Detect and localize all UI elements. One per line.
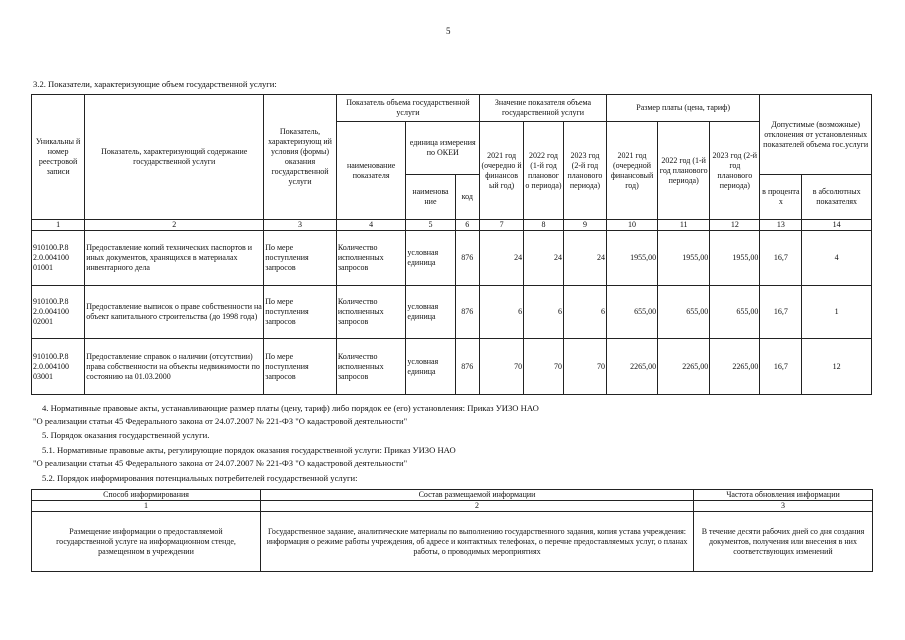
col-number: 2 bbox=[261, 501, 694, 512]
row-condition: По мере поступления запросов bbox=[264, 286, 337, 339]
header-absolute: в абсолютных показателях bbox=[802, 175, 872, 220]
row-unit: условная единица bbox=[406, 231, 455, 286]
table-row bbox=[32, 231, 872, 286]
row-absolute: 12 bbox=[802, 339, 872, 395]
row-absolute: 4 bbox=[802, 231, 872, 286]
row-percent: 16,7 bbox=[760, 339, 802, 395]
header-indicator-name: наименование показателя bbox=[336, 122, 406, 220]
col-number: 11 bbox=[658, 220, 710, 231]
col-number: 12 bbox=[710, 220, 760, 231]
row-fee-2021: 655,00 bbox=[606, 286, 657, 339]
header-year-2021: 2021 год (очередно й финансов ый год) bbox=[480, 122, 524, 220]
row-fee-2023: 655,00 bbox=[710, 286, 760, 339]
row-value-2021: 24 bbox=[480, 231, 524, 286]
para51-line2: "О реализации статьи 45 Федерального закона от 24.07.2007 № 221-ФЗ "О кадастровой деятельности" bbox=[33, 458, 408, 468]
row-fee-2022: 2265,00 bbox=[658, 339, 710, 395]
header-method: Способ информирования bbox=[32, 490, 261, 501]
para4-line1: 4. Нормативные правовые акты, устанавливающие размер платы (цену, тариф) либо порядок ее (его) установления: Приказ УИЗО НАО bbox=[42, 403, 539, 413]
row-value-2021: 6 bbox=[480, 286, 524, 339]
page-number: 5 bbox=[446, 26, 451, 36]
row-content: Предоставление справок о наличии (отсутствии) права собственности на объекты недвижимости по состоянию на 01.03.2000 bbox=[85, 339, 264, 395]
header-year-2022: 2022 год (1-й год плановог о периода) bbox=[524, 122, 564, 220]
row-content: Предоставление копий технических паспортов и иных документов, хранящихся в материалах инвентарного дела bbox=[85, 231, 264, 286]
row-id: 910100.Р.8 2.0.004100 01001 bbox=[32, 231, 85, 286]
header-info-content: Состав размещаемой информации bbox=[261, 490, 694, 501]
para51-line1: 5.1. Нормативные правовые акты, регулирующие порядок оказания государственной услуги: Приказ УИЗО НАО bbox=[42, 445, 456, 455]
para4-line2: "О реализации статьи 45 Федерального закона от 24.07.2007 № 221-ФЗ "О кадастровой деятельности" bbox=[33, 416, 408, 426]
row-value-2023: 24 bbox=[563, 231, 606, 286]
table-row bbox=[32, 286, 872, 339]
row-condition: По мере поступления запросов bbox=[264, 231, 337, 286]
info-content: Государственное задание, аналитические материалы по выполнению государственного задания, копия устава учреждения: информация о режиме работы учреждения, об адресе и контактных телефонах, о перечне предоставляемых услуг, о планах работы, о проводимых мероприятиях bbox=[261, 512, 694, 572]
row-percent: 16,7 bbox=[760, 286, 802, 339]
col-number: 3 bbox=[264, 220, 337, 231]
header-okei-name: наименова ние bbox=[406, 175, 455, 220]
header-fee-2023: 2023 год (2-й год планового периода) bbox=[710, 122, 760, 220]
row-value-2022: 70 bbox=[524, 339, 564, 395]
header-fee-group: Размер платы (цена, тариф) bbox=[606, 95, 759, 122]
row-indicator: Количество исполненных запросов bbox=[336, 231, 406, 286]
row-absolute: 1 bbox=[802, 286, 872, 339]
table-row bbox=[32, 512, 873, 572]
header-year-2023: 2023 год (2-й год планового периода) bbox=[563, 122, 606, 220]
col-number: 1 bbox=[32, 501, 261, 512]
row-unit: условная единица bbox=[406, 286, 455, 339]
row-value-2022: 24 bbox=[524, 231, 564, 286]
row-code: 876 bbox=[455, 286, 480, 339]
header-percent: в процента х bbox=[760, 175, 802, 220]
para5: 5. Порядок оказания государственной услуги. bbox=[42, 430, 210, 440]
row-indicator: Количество исполненных запросов bbox=[336, 339, 406, 395]
header-okei-unit: единица измерения по ОКЕИ bbox=[406, 122, 480, 175]
header-fee-2022: 2022 год (1-й год планового периода) bbox=[658, 122, 710, 220]
col-number: 7 bbox=[480, 220, 524, 231]
table-row bbox=[32, 339, 872, 395]
row-fee-2021: 2265,00 bbox=[606, 339, 657, 395]
header-fee-2021: 2021 год (очередной финансовый год) bbox=[606, 122, 657, 220]
col-number: 1 bbox=[32, 220, 85, 231]
col-number: 8 bbox=[524, 220, 564, 231]
row-fee-2022: 655,00 bbox=[658, 286, 710, 339]
info-frequency: В течение десяти рабочих дней со дня создания документов, получения или внесения в них соответствующих изменений bbox=[694, 512, 873, 572]
col-number: 14 bbox=[802, 220, 872, 231]
header-deviation: Допустимые (возможные) отклонения от установленных показателей объема гос.услуги bbox=[760, 95, 872, 175]
row-id: 910100.Р.8 2.0.004100 03001 bbox=[32, 339, 85, 395]
row-value-2023: 6 bbox=[563, 286, 606, 339]
header-condition-indicator: Показатель, характеризующ ий условия (формы) оказания государственной услуги bbox=[264, 95, 337, 220]
header-value-group: Значение показателя объема государственной услуги bbox=[480, 95, 607, 122]
col-number: 2 bbox=[85, 220, 264, 231]
section-title: 3.2. Показатели, характеризующие объем государственной услуги: bbox=[33, 79, 277, 89]
row-value-2021: 70 bbox=[480, 339, 524, 395]
row-percent: 16,7 bbox=[760, 231, 802, 286]
header-content-indicator: Показатель, характеризующий содержание государственной услуги bbox=[85, 95, 264, 220]
row-code: 876 bbox=[455, 339, 480, 395]
col-number: 3 bbox=[694, 501, 873, 512]
row-fee-2022: 1955,00 bbox=[658, 231, 710, 286]
col-number: 10 bbox=[606, 220, 657, 231]
row-content: Предоставление выписок о праве собственности на объект капитального строительства (до 1998 года) bbox=[85, 286, 264, 339]
volume-table bbox=[31, 94, 872, 395]
header-frequency: Частота обновления информации bbox=[694, 490, 873, 501]
col-number: 6 bbox=[455, 220, 480, 231]
info-method: Размещение информации о предоставляемой государственной услуге на информационном стенде, размещенном в учреждении bbox=[32, 512, 261, 572]
column-numbers-row bbox=[32, 220, 872, 231]
para52: 5.2. Порядок информирования потенциальных потребителей государственной услуги: bbox=[42, 473, 358, 483]
col-number: 4 bbox=[336, 220, 406, 231]
header-unique-number: Уникальны й номер реестровой записи bbox=[32, 95, 85, 220]
col-number: 5 bbox=[406, 220, 455, 231]
header-volume-indicator: Показатель объема государственной услуги bbox=[336, 95, 479, 122]
row-value-2022: 6 bbox=[524, 286, 564, 339]
row-condition: По мере поступления запросов bbox=[264, 339, 337, 395]
row-id: 910100.Р.8 2.0.004100 02001 bbox=[32, 286, 85, 339]
col-number: 13 bbox=[760, 220, 802, 231]
row-value-2023: 70 bbox=[563, 339, 606, 395]
header-okei-code: код bbox=[455, 175, 480, 220]
row-indicator: Количество исполненных запросов bbox=[336, 286, 406, 339]
informing-table bbox=[31, 489, 873, 572]
row-fee-2021: 1955,00 bbox=[606, 231, 657, 286]
row-code: 876 bbox=[455, 231, 480, 286]
row-unit: условная единица bbox=[406, 339, 455, 395]
row-fee-2023: 2265,00 bbox=[710, 339, 760, 395]
row-fee-2023: 1955,00 bbox=[710, 231, 760, 286]
col-number: 9 bbox=[563, 220, 606, 231]
